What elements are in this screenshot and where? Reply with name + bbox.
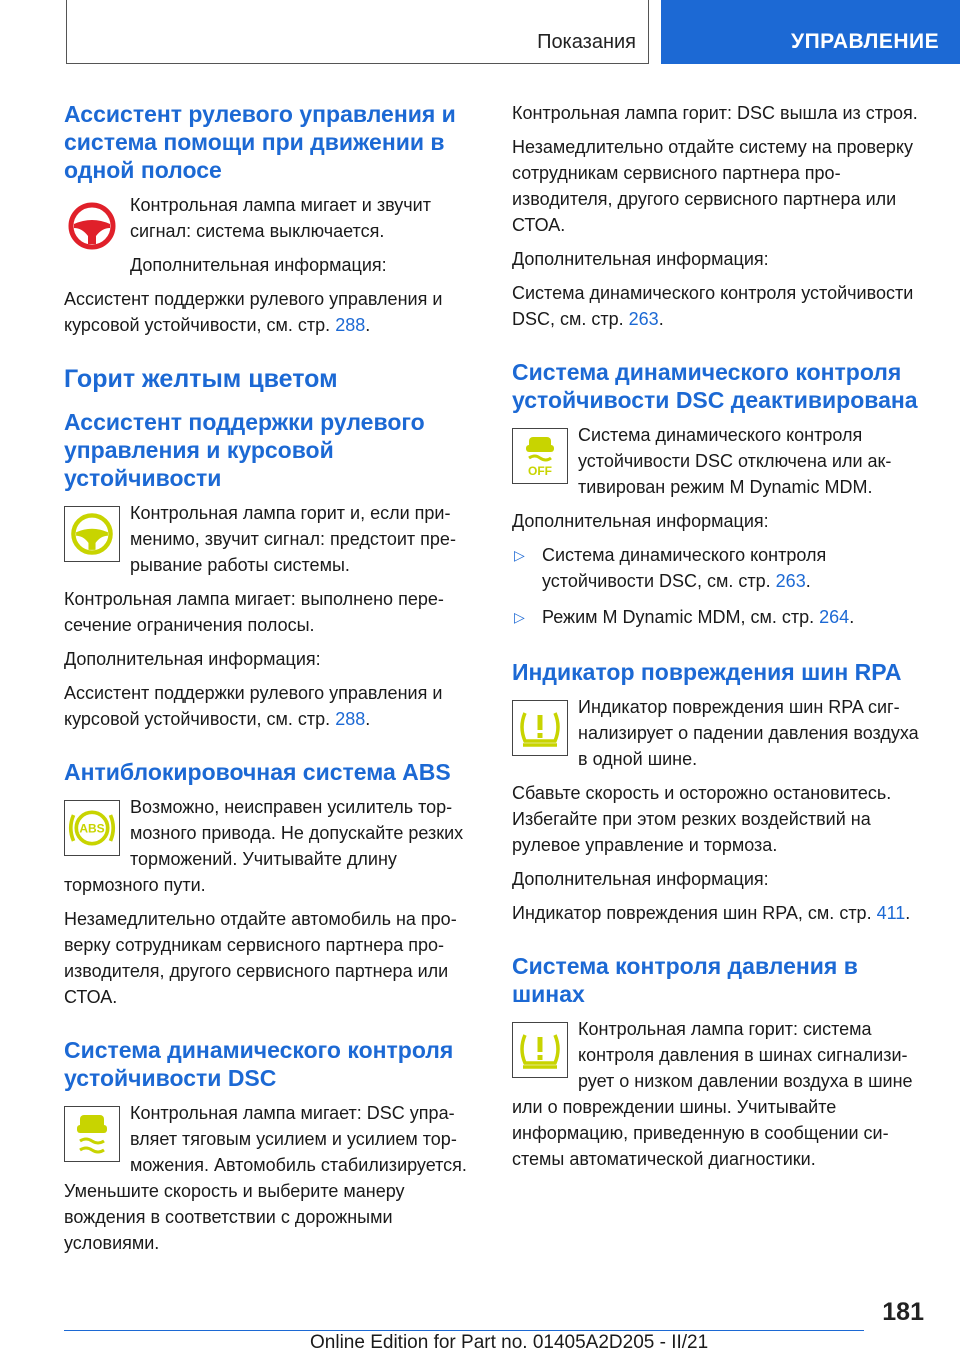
text: Дополнительная информация: [512,249,769,269]
tire-warning-icon [512,700,568,756]
list-item: ▷ Режим M Dynamic MDM, см. стр. 264. [514,607,855,627]
text: Незамедлительно отдайте автомобиль на проверку сотрудникам сервисного партнера производителя, другого сервисного партнера или СТОА. [64,909,457,1007]
page-link[interactable]: 263 [775,571,806,591]
section-title-lane-assist: Ассистент рулевого управления и система помощи при движении в одной полосе [64,101,456,183]
page-link[interactable]: 264 [819,607,850,627]
section-title-rpa: Индикатор повреждения шин RPA [512,659,902,685]
footer-edition: Online Edition for Part no. 01405A2D205 - II/21 [310,1332,709,1353]
text: Ассистент поддержки рулевого управления и курсовой устойчивости, см. стр. 288. [64,289,443,335]
dsc-off-block [512,422,924,508]
svg-text:ABS: ABS [79,821,105,836]
dsc-block [64,1100,476,1256]
header-section: Показания [537,31,636,53]
text: Незамедлительно отдайте систему на проверку сотрудникам сервисного партнера производителя, другого сервисного партнера или СТОА. [512,137,913,235]
rpa-block [512,694,924,780]
text: Возможно, неисправен усилитель тормозного привода. Не допускайте резких торможений. Учитывайте длину тормозного пути. [64,797,464,895]
list-item: ▷ Система динамического контроля устойчивости DSC, см. стр. 263. [514,545,827,591]
text: Индикатор повреждения шин RPA, см. стр. 411. [512,903,911,923]
text: Дополнительная информация: [512,869,769,889]
page-link[interactable]: 263 [628,309,659,329]
page-number: 181 [882,1298,924,1326]
text: Индикатор повреждения шин RPA сигнализирует о падении давления воздуха в одной шине. [578,697,919,769]
reference-list [512,542,924,630]
tpms-block [512,1016,924,1172]
header-chapter-box [661,0,960,64]
svg-text:OFF: OFF [528,464,552,478]
text: Система динамического контроля устойчивости DSC, см. стр. 263. [512,283,914,329]
text: Контрольная лампа горит: DSC вышла из строя. [512,103,918,123]
text: Дополнительная информация: [512,511,769,531]
text: Ассистент поддержки рулевого управления и курсовой устойчивости, см. стр. 288. [64,683,443,729]
page-link[interactable]: 288 [335,709,366,729]
abs-block [64,794,476,906]
lane-assist-block [64,192,476,286]
text: Сбавьте скорость и осторожно остановитесь. Избегайте при этом резких воздействий на рулевое управление и тормоза. [512,783,892,855]
dsc-icon [64,1106,120,1162]
text: Контрольная лампа мигает и звучит сигнал: система выключается. [130,195,431,241]
header-chapter: УПРАВЛЕНИЕ [791,30,940,53]
section-title-abs: Антиблокировочная система ABS [64,759,451,785]
steering-wheel-red-icon [64,198,120,254]
steering-assist-block [64,500,476,586]
text: Контрольная лампа горит: система контроля давления в шинах сигнализирует о низком давлении воздуха в шине или о повреждении шины. Учитывайте информацию, приведенную в сообщении системы автоматической диагностики. [512,1019,913,1169]
text: Контрольная лампа горит и, если применимо, звучит сигнал: предстоит прерывание работы системы. [130,503,456,575]
section-title-tpms: Система контроля давления в шинах [512,953,858,1007]
text: Дополнительная информация: [130,255,387,275]
header-section-box [66,0,649,64]
text: Контрольная лампа мигает: DSC управляет тяговым усилием и усилием торможения. Автомобиль стабилизируется. Уменьшите скорость и выберите манеру вождения в соответствии с дорожными условиями. [64,1103,467,1253]
page-link[interactable]: 411 [876,903,906,923]
text: Система динамического контроля устойчивости DSC отключена или активирован режим M Dynamic MDM. [578,425,892,497]
section-title-steering-assist: Ассистент поддержки рулевого управления и курсовой устойчивости [64,409,425,491]
text: Контрольная лампа мигает: выполнено пересечение ограничения полосы. [64,589,444,635]
left-column [64,100,476,1264]
heading-yellow: Горит желтым цветом [64,365,338,393]
page-link[interactable]: 288 [335,315,366,335]
text: Дополнительная информация: [64,649,321,669]
section-title-dsc: Система динамического контроля устойчивости DSC [64,1037,454,1091]
dsc-off-icon [512,428,568,484]
section-title-dsc-off: Система динамического контроля устойчивости DSC деактивирована [512,359,918,413]
footer-divider [64,1330,864,1331]
abs-icon [64,800,120,856]
steering-wheel-yellow-icon [64,506,120,562]
right-column [512,100,924,1180]
tire-pressure-icon [512,1022,568,1078]
